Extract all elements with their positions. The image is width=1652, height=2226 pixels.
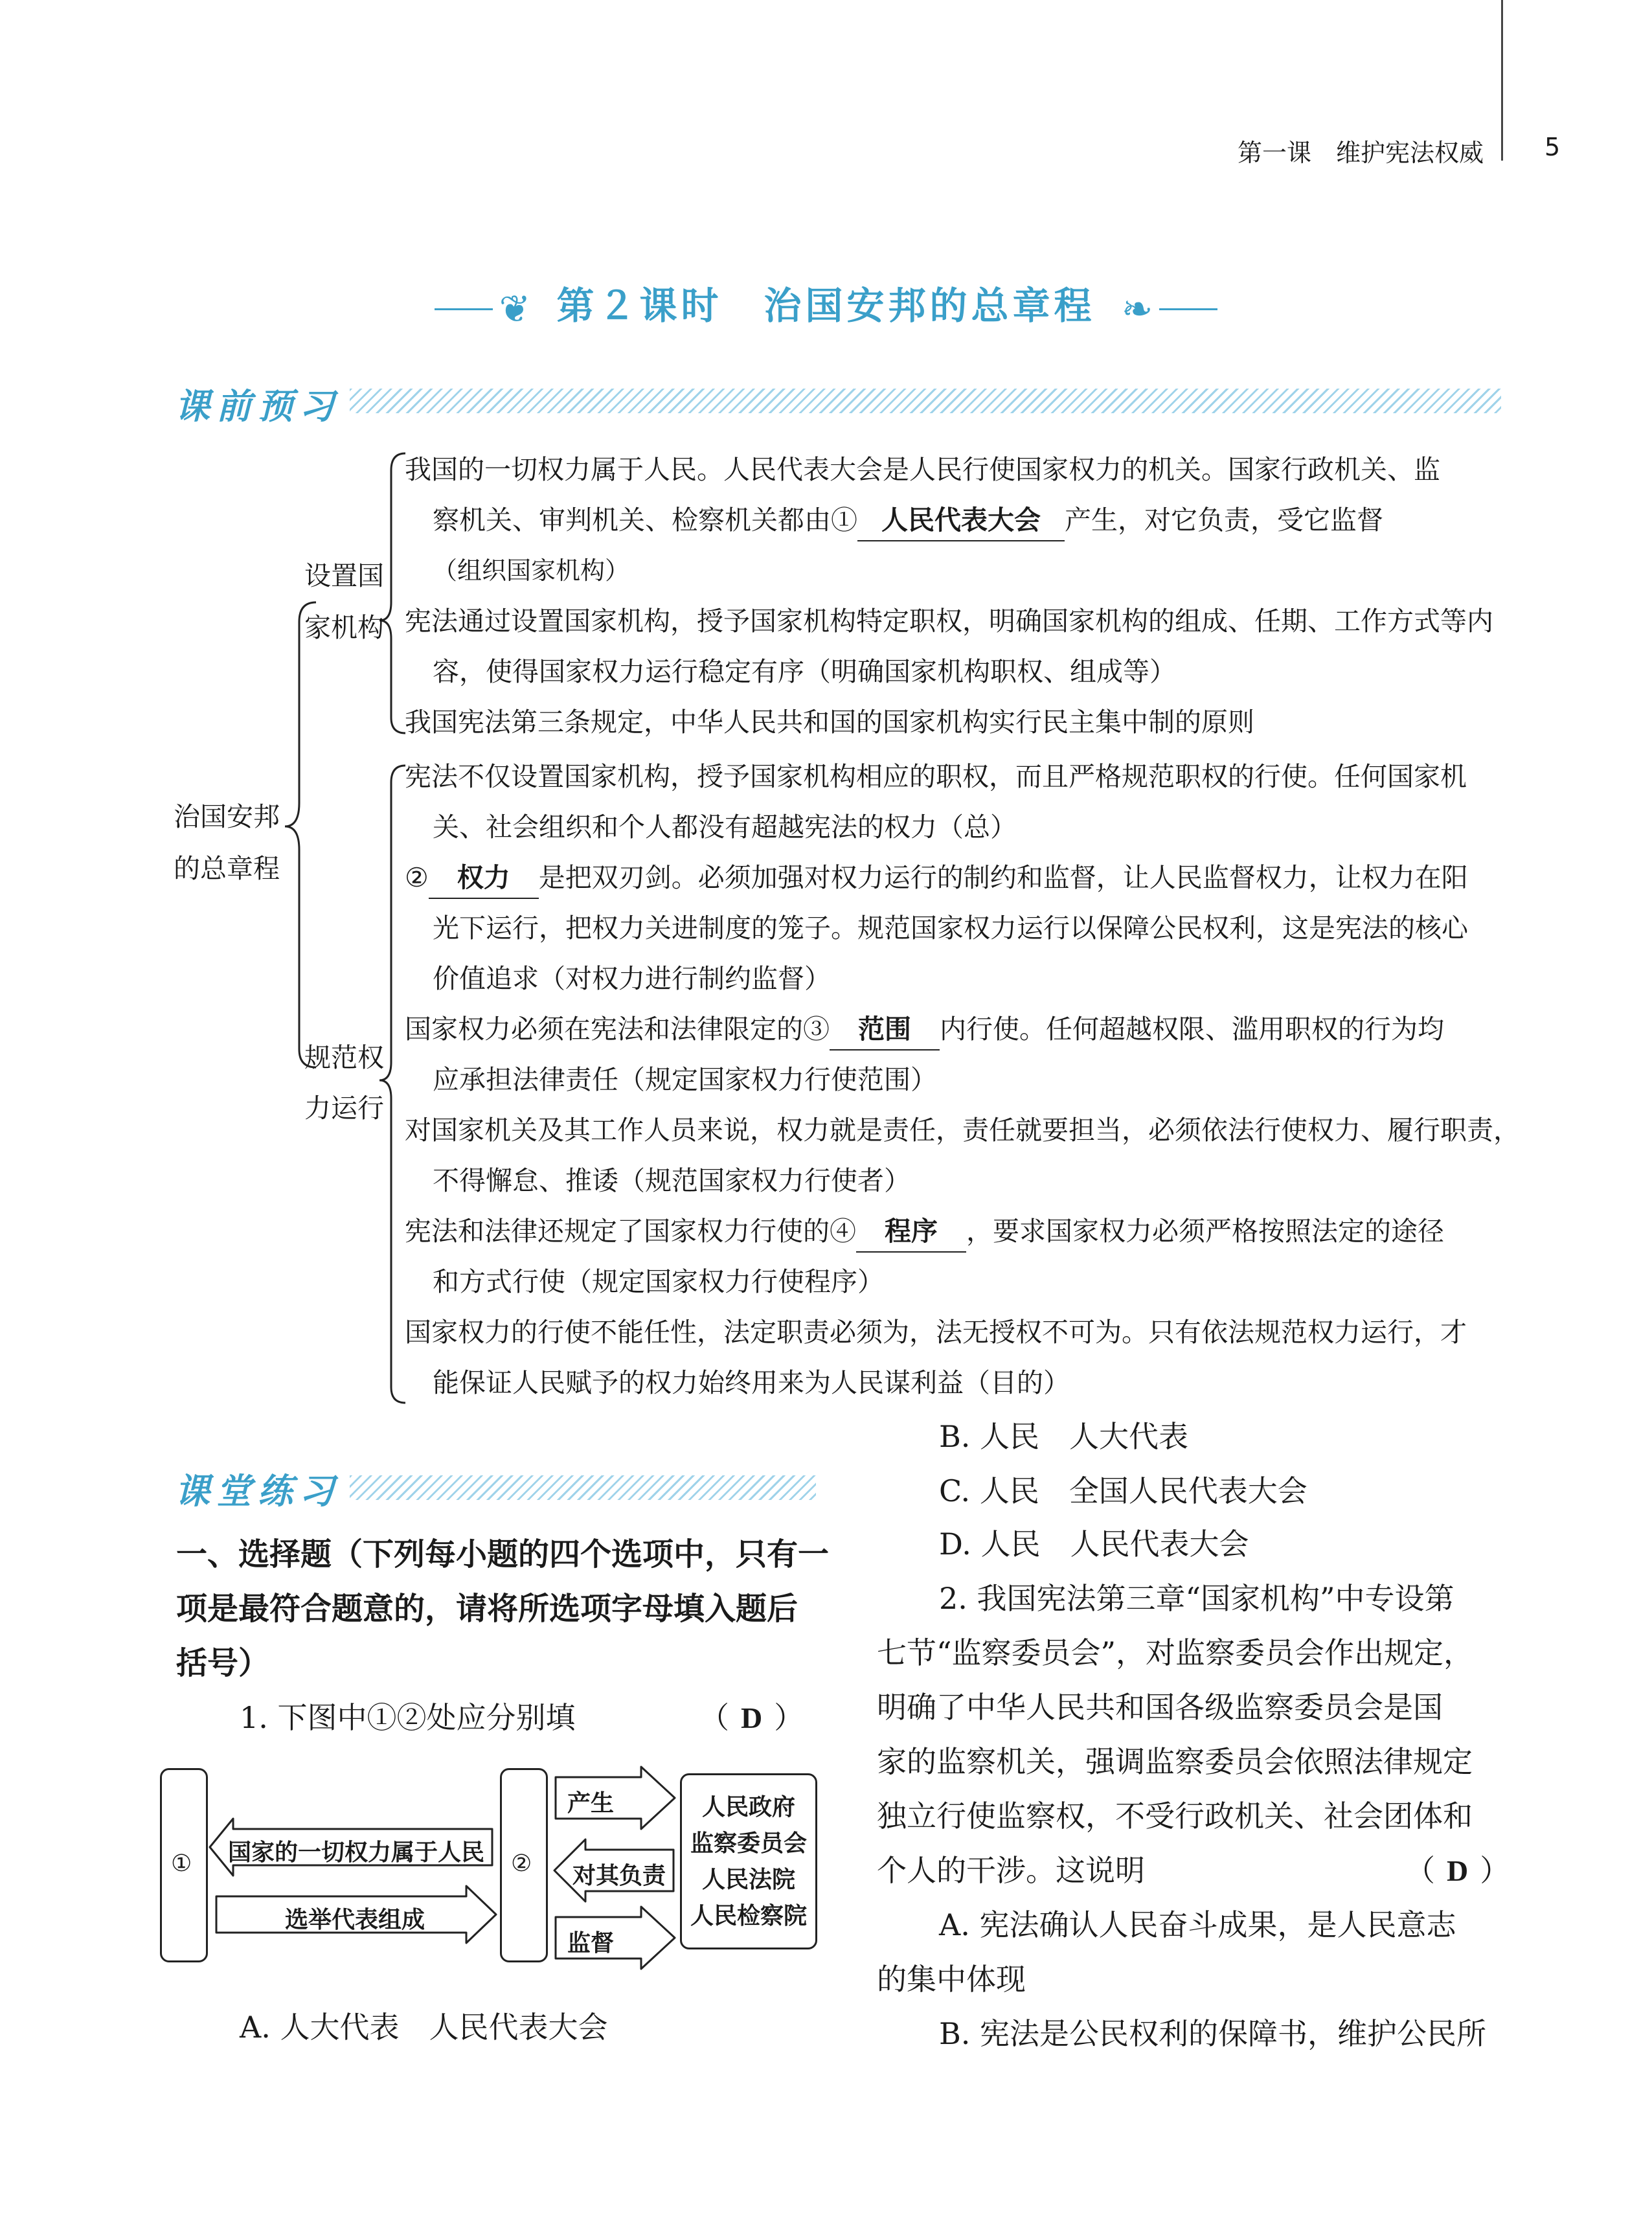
- b2-p5-line2: 和方式行使（规定国家权力行使程序）: [433, 1266, 884, 1297]
- q2-paren-open: （: [1405, 1853, 1435, 1888]
- b1-p2-line2: 容，使得国家权力运行稳定有序（明确国家机构职权、组成等）: [433, 656, 1176, 687]
- q1-stem: 1. 下图中①②处应分别填: [240, 1700, 576, 1735]
- arrow-responsible-label: 对其负责: [572, 1863, 666, 1889]
- branch1-label-line2: 家机构: [304, 612, 384, 643]
- b2-p2-line1-pre: ②: [405, 862, 429, 893]
- blank-2: 权力: [429, 857, 539, 899]
- q2-line3: 明确了中华人民共和国各级监察委员会是国: [877, 1690, 1443, 1725]
- section-title-line3: 括号）: [176, 1645, 270, 1681]
- q1-option-a: A. 人大代表 人民代表大会: [240, 2010, 608, 2045]
- b2-p3-line1-pre: 国家权力必须在宪法和法律限定的③: [405, 1014, 830, 1045]
- preview-heading: 课前预习: [175, 385, 341, 427]
- diagram-box-1-label: ①: [171, 1850, 192, 1877]
- q2-line2: 七节“监察委员会”，对监察委员会作出规定，: [877, 1635, 1474, 1670]
- arrow-supervise-label: 监督: [567, 1930, 615, 1957]
- q1-paren-close: ）: [774, 1700, 804, 1735]
- root-label-line1: 治国安邦: [174, 801, 280, 832]
- blank-4: 程序: [856, 1211, 966, 1253]
- b2-p5-line1-post: ，要求国家权力必须严格按照法定的途径: [966, 1216, 1444, 1247]
- b1-p1-line2-pre: 察机关、审判机关、检察机关都由①: [433, 505, 857, 536]
- b1-p2-line1: 宪法通过设置国家机构，授予国家机构特定职权，明确国家机构的组成、任期、工作方式等内: [405, 606, 1493, 637]
- q2-line1: 2. 我国宪法第三章“国家机构”中专设第: [939, 1581, 1454, 1616]
- b2-p2-line2: 光下运行，把权力关进制度的笼子。规范国家权力运行以保障公民权利，这是宪法的核心: [433, 913, 1468, 944]
- q1-option-d: D. 人民 人民代表大会: [939, 1527, 1249, 1562]
- q1-option-c: C. 人民 全国人民代表大会: [939, 1473, 1307, 1508]
- branch2-label-line2: 力运行: [304, 1093, 384, 1124]
- b1-p1-line2-post: 产生，对它负责，受它监督: [1065, 505, 1383, 536]
- q2-line4: 家的监察机关，强调监察委员会依照法律规定: [877, 1744, 1473, 1779]
- arrow-left-label: 国家的一切权力属于人民: [228, 1839, 485, 1866]
- organ-court: 人民法院: [701, 1867, 795, 1893]
- b2-p2-line1-post: 是把双刃剑。必须加强对权力运行的制约和监督，让人民监督权力，让权力在阳: [538, 862, 1468, 893]
- q2-paren-close: ）: [1480, 1853, 1510, 1888]
- blank-1: 人民代表大会: [857, 500, 1065, 541]
- page-number: 5: [1545, 133, 1561, 161]
- q2-option-a-line1: A. 宪法确认人民奋斗成果，是人民意志: [939, 1907, 1456, 1942]
- chapter-title: 第一课 维护宪法权威: [1237, 139, 1484, 167]
- b1-p1-line3: （组织国家机构）: [433, 556, 630, 585]
- b2-p6-line1: 国家权力的行使不能任性，法定职责必须为，法无授权不可为。只有依法规范权力运行，才: [405, 1317, 1467, 1348]
- section-title-line2: 项是最符合题意的，请将所选项字母填入题后: [176, 1591, 798, 1627]
- b2-p4-line2: 不得懈怠、推诿（规范国家权力行使者）: [433, 1165, 911, 1196]
- q1-option-b: B. 人民 人大代表: [939, 1419, 1189, 1454]
- b2-p6-line2: 能保证人民赋予的权力始终用来为人民谋利益（目的）: [433, 1367, 1070, 1398]
- lesson-title: 第２课时 治国安邦的总章程: [556, 284, 1096, 328]
- practice-heading: 课堂练习: [175, 1470, 341, 1512]
- organ-supervision: 监察委员会: [690, 1830, 808, 1857]
- q2-answer-bracket: [1405, 1845, 1510, 1897]
- b2-p3-line1-post: 内行使。任何超越权限、滥用职权的行为均: [940, 1014, 1444, 1045]
- b2-p5-line1-pre: 宪法和法律还规定了国家权力行使的④: [405, 1216, 856, 1247]
- section-title-line1: 一、选择题（下列每小题的四个选项中，只有一: [176, 1536, 830, 1573]
- organ-procuratorate: 人民检察院: [690, 1903, 808, 1929]
- q2-line6: 个人的干涉。这说明: [877, 1853, 1145, 1888]
- q1-paren-open: （: [699, 1700, 729, 1735]
- diagram-arrows: [0, 0, 842, 2008]
- b1-p1-line1: 我国的一切权力属于人民。人民代表大会是人民行使国家权力的机关。国家行政机关、监: [405, 454, 1440, 485]
- diagram-box-2-label: ②: [511, 1850, 532, 1877]
- right-ornament-icon: ❧: [1121, 287, 1153, 331]
- b1-p3-line1: 我国宪法第三条规定，中华人民共和国的国家机构实行民主集中制的原则: [405, 707, 1254, 738]
- q2-answer: D: [1447, 1854, 1469, 1887]
- arrow-right-label: 选举代表组成: [285, 1907, 425, 1933]
- organ-gov: 人民政府: [701, 1794, 795, 1821]
- arrow-produce-label: 产生: [567, 1790, 615, 1817]
- b2-p1-line1: 宪法不仅设置国家机构，授予国家机构相应的职权，而且严格规范职权的行使。任何国家机: [405, 761, 1467, 792]
- branch2-label-line1: 规范权: [304, 1042, 384, 1073]
- b2-p4-line1: 对国家机关及其工作人员来说，权力就是责任，责任就要担当，必须依法行使权力、履行职责，: [405, 1115, 1520, 1146]
- b2-p3-line2: 应承担法律责任（规定国家权力行使范围）: [433, 1064, 937, 1095]
- left-ornament-icon: ❦: [499, 287, 531, 331]
- q2-option-b-line1: B. 宪法是公民权利的保障书，维护公民所: [939, 2016, 1487, 2051]
- q1-answer: D: [741, 1701, 763, 1734]
- q2-line5: 独立行使监察权，不受行政机关、社会团体和: [877, 1799, 1473, 1834]
- b2-p2-line3: 价值追求（对权力进行制约监督）: [433, 963, 831, 994]
- blank-3: 范围: [830, 1009, 940, 1051]
- b2-p1-line2: 关、社会组织和个人都没有超越宪法的权力（总）: [433, 812, 1017, 843]
- branch1-label-line1: 设置国: [304, 560, 384, 591]
- q2-option-a-line2: 的集中体现: [877, 1962, 1026, 1997]
- root-label-line2: 的总章程: [174, 853, 280, 884]
